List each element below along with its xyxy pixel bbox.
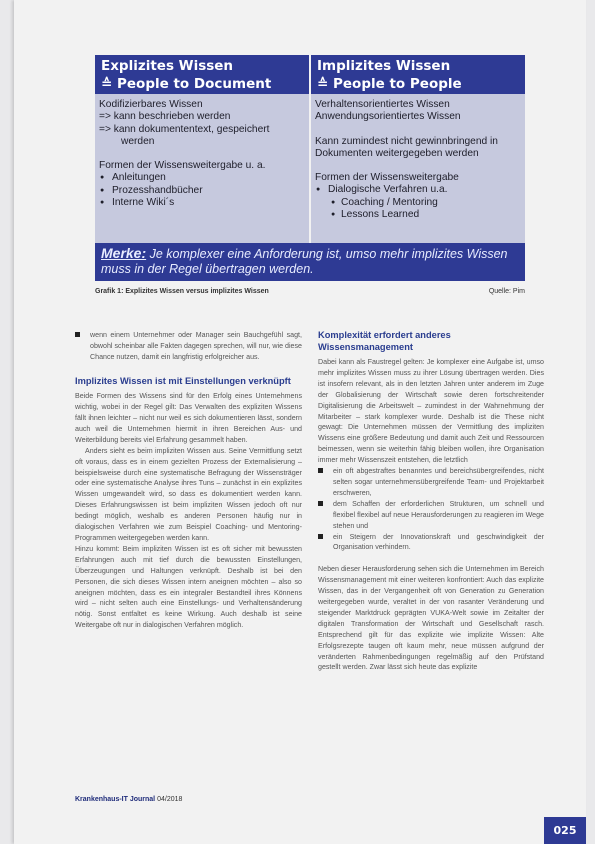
implicit-line: Kann zumindest nicht gewinnbringend in [315, 135, 498, 147]
explicit-line: => kann dokumententext, gespeichert [99, 123, 270, 135]
list-item: ein Steigern der Innovationskraft und geschwindigkeit der Organisation verhindern. [318, 532, 544, 554]
left-text-column [75, 330, 302, 631]
implicit-header-line2: ≙ People to People [317, 76, 462, 92]
list-item: dem Schaffen der erforderlichen Strukturen, um schnell und flexibel flexibel auf neue Herausforderungen zu reagieren im Wege stehen und [318, 499, 544, 532]
merke-note [95, 243, 525, 281]
knowledge-comparison-graphic [95, 55, 525, 281]
body-paragraph: Hinzu kommt: Beim impliziten Wissen ist es oft sicher mit bewussten Erfahrungen auch mit tief durch die bewussten Einstellungen, Überzeugungen und Haltungen verknüpft. Deshalb ist bei den Personen, die sich dieses Wissen intern aneignen möchten – also so aneignen möchten, dass es ein integraler Bestandteil ihres Könnens wird – nicht selten auch eine Einstellungs- und Verhaltensänderung nötig. Sonst entfaltet es keine Wirkung. Auch deshalb ist seine Weitergabe oft nur in dialogischen Verfahren möglich. [75, 544, 302, 630]
section-heading: Komplexität erfordert anderes Wissensmanagement [318, 330, 451, 352]
implicit-header-line1: Implizites Wissen [317, 58, 451, 74]
implicit-line: Anwendungsorientiertes Wissen [315, 111, 461, 123]
list-item: ● Prozesshandbücher [99, 185, 309, 197]
implicit-knowledge-header [311, 55, 525, 94]
journal-issue: 04/2018 [155, 796, 183, 803]
footer [75, 796, 182, 803]
journal-name: Krankenhaus-IT Journal [75, 796, 156, 803]
page-number: 025 [553, 824, 577, 837]
caption-title: Grafik 1: Explizites Wissen versus implizites Wissen [95, 288, 269, 295]
explicit-header-line1: Explizites Wissen [101, 58, 234, 74]
explicit-header-line2: ≙ People to Document [101, 76, 272, 92]
explicit-forms-list [99, 172, 309, 209]
list-item: ● Lessons Learned [315, 209, 525, 221]
implicit-forms-list [315, 184, 525, 221]
intro-bullet: wenn einem Unternehmer oder Manager sein Bauchgefühl sagt, obwohl scheinbar alle Fakten dagegen sprechen, will nur, wie diese Chance nutzen, damit ein langfristig erfolgreicher aus. [75, 330, 302, 363]
caption-source: Quelle: Pim [488, 288, 525, 295]
page-number-badge [544, 817, 586, 844]
explicit-line: Kodifizierbares Wissen [99, 99, 203, 110]
body-paragraph: Anders sieht es beim impliziten Wissen aus. Seine Vermittlung setzt oft voraus, dass es in einem gezielten Prozess der Externalisierung – beispielsweise durch eine systematische Befragung der Wissensträger oder eine systematische Analyse ihres Tuns – zunächst in ein explizites Wissen umgewandelt wird, so dass es dokumentiert werden kann. Dieses Erfahrungswissen ist beim impliziten Wissen jedoch oft nur bedingt möglich, weshalb es anderen Personen häufig nur in dialogischen Verfahren wie zum Beispiel Coaching- und Mentoring-Programmen weitergegeben werden kann. [75, 446, 302, 542]
body-paragraph: Neben dieser Herausforderung sehen sich die Unternehmen im Bereich Wissensmanagement mit einer weiteren konfrontiert: Auch das explizite Wissen, das in der Vergangenheit oft von Generation zu Generation weitergegeben wurde, veraltet in der von rasanter Veränderung und steigender Marktdruck geprägten VUKA-Welt sowie im Zeitalter der digitalen Transformation der Wirtschaft und Gesellschaft rasch. Entsprechend gilt für das explizite wie implizite Wissen: Alte Erfolgsrezepte taugen oft kaum mehr, neue müssen aufgrund der veränderten Rahmenbedingungen regelmäßig auf den Prüfstand gestellt werden. Zwar lässt sich heute das explizite [318, 565, 544, 672]
explicit-knowledge-header [95, 55, 309, 94]
implicit-line: Dokumenten weitergegeben werden [315, 147, 479, 159]
explicit-forms-title: Formen der Wissensweitergabe u. a. [99, 160, 266, 172]
explicit-line: => kann beschrieben werden [99, 111, 231, 123]
explicit-line: werden [121, 135, 155, 147]
list-item: ● Anleitungen [99, 172, 309, 184]
implicit-knowledge-body [311, 96, 525, 258]
body-paragraph: Dabei kann als Faustregel gelten: Je komplexer eine Aufgabe ist, umso mehr implizites Wissen muss zu ihrer Lösung übertragen werden. Dies ist insofern relevant, als in den letzten Jahren unter anderem im Zuge der Globalisierung der Wirtschaft sowie deren fortschreitender Digitalisierung die Arbeitswelt – zumindest in der Wahrnehmung der Mitarbeiter – stark komplexer wurde. Deshalb ist die These nicht gewagt: Die Unternehmen müssen der Vermittlung des impliziten Wissens eine größere Bedeutung und damit auch Zeit und Ressourcen beimessen, wenn sie weiterhin fähig bleiben wollen, ihre Organisation immer mehr Wissenszeit entstehen, die letztlich [318, 358, 544, 465]
merke-label: Merke: [101, 245, 147, 261]
merke-text: Je komplexer eine Anforderung ist, umso mehr implizites Wissen muss in der Regel übertragen werden. [101, 247, 508, 276]
body-paragraph: Beide Formen des Wissens sind für den Erfolg eines Unternehmens wichtig, wobei in der Regel gilt: Das Verwalten des expliziten Wissens fällt ihnen leichter – nicht nur weil es sich dokumentieren lässt, sondern auch weil die Unternehmen hiermit in ihren Bereichen Aus- und Weiterbildung bereits viel Erfahrung gesammelt haben. [75, 392, 302, 444]
explicit-knowledge-body [95, 96, 309, 258]
implicit-forms-title: Formen der Wissensweitergabe [315, 172, 459, 184]
list-item: ● Interne Wiki´s [99, 197, 309, 209]
section-heading: Implizites Wissen ist mit Einstellungen verknüpft [75, 375, 291, 386]
list-item: ● Dialogische Verfahren u.a. [315, 184, 525, 196]
graphic-caption [95, 288, 525, 295]
list-item: ein oft abgestraftes benanntes und bereichsübergreifendes, nicht selten sogar unternehmensübergreifende Team- und Projektarbeit erschweren, [318, 466, 544, 499]
list-item: ● Coaching / Mentoring [315, 197, 525, 209]
right-text-column [318, 330, 544, 673]
implicit-line: Verhaltensorientiertes Wissen [315, 99, 450, 110]
